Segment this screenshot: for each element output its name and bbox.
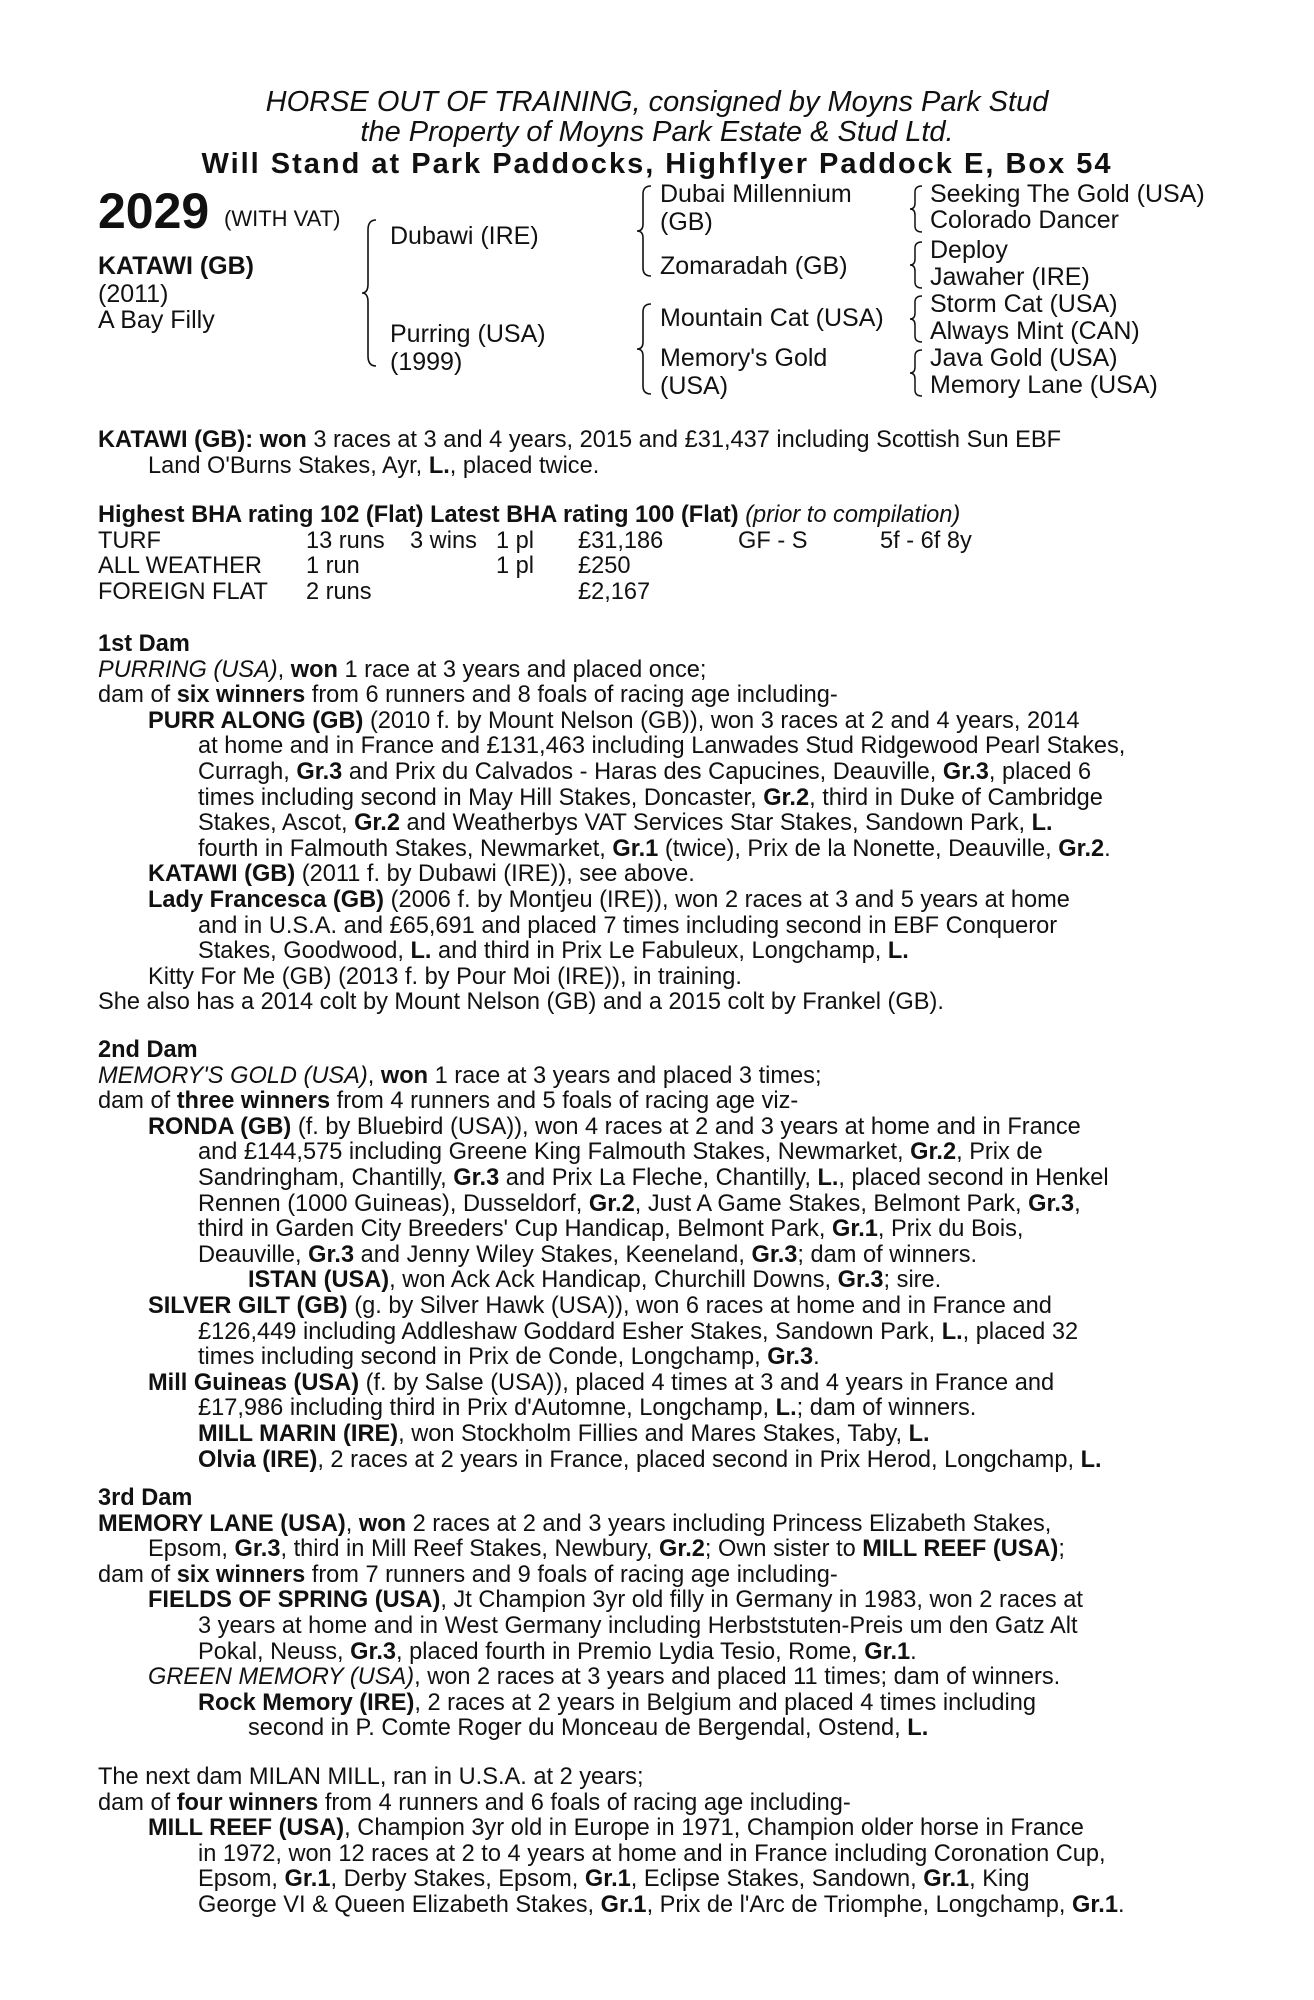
rating-heading: Highest BHA rating 102 (Flat) Latest BHA rating 100 (Flat) — [98, 502, 739, 528]
pedigree-brace-ds — [908, 294, 926, 344]
lady-francesca-entry: Lady Francesca (GB) (2006 f. by Montjeu (IRE)), won 2 races at 3 and 5 years at home — [148, 886, 1070, 913]
pedigree-sss: Seeking The Gold (USA) — [930, 180, 1205, 208]
mill-marin-entry: MILL MARIN (IRE), won Stockholm Fillies and Mares Stakes, Taby, L. — [198, 1420, 930, 1447]
pedigree-sds: Deploy — [930, 236, 1008, 264]
horse-year: (2011) — [98, 280, 169, 308]
summary-horse-name: KATAWI (GB) — [98, 427, 246, 453]
lot-number: 2029 — [98, 183, 210, 239]
pedigree-dam: Purring (USA) — [390, 320, 546, 348]
rating-cell-wins: 3 wins — [410, 527, 477, 554]
rating-row — [98, 580, 1208, 606]
olvia-entry: Olvia (IRE), 2 races at 2 years in France, placed second in Prix Herod, Longchamp, L. — [198, 1446, 1102, 1473]
property-line: the Property of Moyns Park Estate & Stud Ltd. — [360, 116, 954, 148]
pedigree-brace-dam — [635, 302, 655, 396]
race-summary: KATAWI (GB): won 3 races at 3 and 4 years, 2015 and £31,437 including Scottish Sun EBF Land O'Burns Stakes, Ayr, L., placed twice. — [98, 427, 1062, 479]
rating-row — [98, 529, 1208, 555]
pedigree-dsd: Always Mint (CAN) — [930, 317, 1140, 345]
consignor-line: HORSE OUT OF TRAINING, consigned by Moyns Park Stud — [265, 86, 1049, 118]
istan-entry: ISTAN (USA), won Ack Ack Handicap, Churchill Downs, Gr.3; sire. — [248, 1267, 942, 1294]
rating-cell-label: FOREIGN FLAT — [98, 578, 268, 605]
fields-of-spring-entry: FIELDS OF SPRING (USA), Jt Champion 3yr old filly in Germany in 1983, won 2 races at — [148, 1587, 1083, 1614]
rating-row — [98, 554, 1208, 580]
rating-cell-amount: £250 — [578, 553, 631, 580]
pedigree-dam-year: (1999) — [390, 348, 463, 376]
next-dam-section: The next dam MILAN MILL, ran in U.S.A. at 2 years; dam of four winners from 4 runners and 6 foals of racing age including- MILL REEF (USA), Champion 3yr old in Europe in 1971, Champion older horse in France in 1972, won 12 races at 2 to 4 years at home and in France including Coronation Cup, Epsom, Gr.1, Derby Stakes, Epsom, Gr.1, Eclipse Stakes, Sandown, Gr.1, King George VI & Queen Elizabeth Stakes, Gr.1, Prix de l'Arc de Triomphe, Longchamp, Gr.1. — [98, 1765, 1208, 1919]
pedigree-dss: Storm Cat (USA) — [930, 290, 1118, 318]
also-note: She also has a 2014 colt by Mount Nelson (GB) and a 2015 colt by Frankel (GB). — [98, 989, 944, 1016]
rating-cell-amount: £2,167 — [578, 578, 651, 605]
pedigree-dds: Java Gold (USA) — [930, 344, 1118, 372]
rating-block — [98, 503, 1208, 605]
rock-memory-entry: Rock Memory (IRE), 2 races at 2 years in Belgium and placed 4 times including — [198, 1689, 1036, 1716]
ronda-entry: RONDA (GB) (f. by Bluebird (USA)), won 4 races at 2 and 3 years at home and in France — [148, 1113, 1081, 1140]
silver-gilt-entry: SILVER GILT (GB) (g. by Silver Hawk (USA)), won 6 races at home and in France and — [148, 1292, 1052, 1319]
pedigree-sdd: Jawaher (IRE) — [930, 263, 1090, 291]
rating-cell-going: GF - S — [738, 527, 808, 554]
first-dam-section: 1st Dam PURRING (USA), won 1 race at 3 years and placed once; dam of six winners from 6 runners and 8 foals of racing age including- PURR ALONG (GB) (2010 f. by Mount Nelson (GB)), won 3 races at 2 and 4 years, 2014 at home and in France and £131,463 including Lanwades Stud Ridgewood Pearl Stakes, Curragh, Gr.3 and Prix du Calvados - Haras des Capucines, Deauville, Gr.3, placed 6 times including second in May Hill Stakes, Doncaster, Gr.2, third in Duke of Cambridge Stakes, Ascot, Gr.2 and Weatherbys VAT Services Star Stakes, Sandown Park, L. fourth in Falmouth Stakes, Newmarket, Gr.1 (twice), Prix de la Nonette, Deauville, Gr.2. KATAWI (GB) (2011 f. by Dubawi (IRE)), see above. Lady Francesca (GB) (2006 f. by Montjeu (IRE)), won 2 races at 3 and 5 years at home and in U.S.A. and £65,691 and placed 7 times including second in EBF Conqueror Stakes, Goodwood, L. and third in Prix Le Fabuleux, Longchamp, L. Kitty For Me (GB) (2013 f. by Pour Moi (IRE)), in training. She also has a 2014 colt by Mount Nelson (GB) and a 2015 colt by Frankel (GB). — [98, 632, 1208, 1016]
vat-note: (WITH VAT) — [224, 206, 341, 231]
summary-won: won — [259, 427, 307, 453]
pedigree-sire-sire: Dubai Millennium — [660, 180, 852, 208]
katawi-entry: KATAWI (GB) (2011 f. by Dubawi (IRE)), see above. — [148, 861, 695, 888]
rating-cell-runs: 2 runs — [306, 578, 372, 605]
rating-cell-runs: 1 run — [306, 553, 360, 580]
rating-cell-pl: 1 pl — [496, 527, 535, 554]
second-dam-section: 2nd Dam MEMORY'S GOLD (USA), won 1 race at 3 years and placed 3 times; dam of three winners from 4 runners and 5 foals of racing age viz- RONDA (GB) (f. by Bluebird (USA)), won 4 races at 2 and 3 years at home and in France and £144,575 including Greene King Falmouth Stakes, Newmarket, Gr.2, Prix de Sandringham, Chantilly, Gr.3 and Prix La Fleche, Chantilly, L., placed second in Henkel Rennen (1000 Guineas), Dusseldorf, Gr.2, Just A Game Stakes, Belmont Park, Gr.3, third in Garden City Breeders' Cup Handicap, Belmont Park, Gr.1, Prix du Bois, Deauville, Gr.3 and Jenny Wiley Stakes, Keeneland, Gr.3; dam of winners. ISTAN (USA), won Ack Ack Handicap, Churchill Downs, Gr.3; sire. SILVER GILT (GB) (g. by Silver Hawk (USA)), won 6 races at home and in France and £126,449 including Addleshaw Goddard Esher Stakes, Sandown Park, L., placed 32 times including second in Prix de Conde, Longchamp, Gr.3. Mill Guineas (USA) (f. by Salse (USA)), placed 4 times at 3 and 4 years in France and £17,986 including third in Prix d'Automne, Longchamp, L.; dam of winners. MILL MARIN (IRE), won Stockholm Fillies and Mares Stakes, Taby, L. Olvia (IRE), 2 races at 2 years in France, placed second in Prix Herod, Longchamp, L. — [98, 1038, 1208, 1473]
pedigree-brace-ss — [908, 184, 926, 234]
second-dam-heading: 2nd Dam — [98, 1037, 198, 1063]
purr-along-entry: PURR ALONG (GB) (2010 f. by Mount Nelson (GB)), won 3 races at 2 and 4 years, 2014 — [148, 707, 1080, 734]
rating-cell-runs: 13 runs — [306, 527, 385, 554]
rating-cell-amount: £31,186 — [578, 527, 664, 554]
kitty-entry: Kitty For Me (GB) (2013 f. by Pour Moi (IRE)), in training. — [148, 963, 742, 990]
rating-cell-dist: 5f - 6f 8y — [880, 527, 972, 554]
rating-cell-label: ALL WEATHER — [98, 553, 262, 580]
pedigree-brace-gen1 — [360, 218, 380, 368]
stabling-line: Will Stand at Park Paddocks, Highflyer Paddock E, Box 54 — [201, 148, 1113, 180]
rating-cell-pl: 1 pl — [496, 553, 535, 580]
third-dam-section: 3rd Dam MEMORY LANE (USA), won 2 races at 2 and 3 years including Princess Elizabeth Stakes, Epsom, Gr.3, third in Mill Reef Stakes, Newbury, Gr.2; Own sister to MILL REEF (USA); dam of six winners from 7 runners and 9 foals of racing age including- FIELDS OF SPRING (USA), Jt Champion 3yr old filly in Germany in 1983, won 2 races at 3 years at home and in West Germany including Herbststuten-Preis um den Gatz Alt Pokal, Neuss, Gr.3, placed fourth in Premio Lydia Tesio, Rome, Gr.1. GREEN MEMORY (USA), won 2 races at 3 years and placed 11 times; dam of winners. Rock Memory (IRE), 2 races at 2 years in Belgium and placed 4 times including second in P. Comte Roger du Monceau de Bergendal, Ostend, L. — [98, 1486, 1208, 1742]
pedigree-brace-sd — [908, 240, 926, 290]
pedigree-dam-dam-2: (USA) — [660, 372, 729, 400]
pedigree-ddd: Memory Lane (USA) — [930, 371, 1158, 399]
pedigree-dam-sire: Mountain Cat (USA) — [660, 304, 884, 332]
third-dam-heading: 3rd Dam — [98, 1485, 193, 1511]
mill-reef-entry: MILL REEF (USA), Champion 3yr old in Europe in 1971, Champion older horse in France — [148, 1815, 1084, 1842]
green-memory-entry: GREEN MEMORY (USA), won 2 races at 3 years and placed 11 times; dam of winners. — [148, 1664, 1061, 1691]
rating-note: (prior to compilation) — [745, 502, 961, 528]
pedigree-sire-sire-2: (GB) — [660, 208, 713, 236]
pedigree-ssd: Colorado Dancer — [930, 206, 1119, 234]
rating-cell-label: TURF — [98, 527, 161, 554]
mill-guineas-entry: Mill Guineas (USA) (f. by Salse (USA)), placed 4 times at 3 and 4 years in France and — [148, 1369, 1055, 1396]
pedigree-sire-dam: Zomaradah (GB) — [660, 252, 848, 280]
horse-name: KATAWI (GB) — [98, 252, 254, 280]
pedigree-dam-dam: Memory's Gold — [660, 344, 828, 372]
pedigree-sire: Dubawi (IRE) — [390, 222, 539, 250]
first-dam-heading: 1st Dam — [98, 631, 190, 657]
pedigree-brace-sire — [635, 184, 655, 278]
horse-description: A Bay Filly — [98, 306, 215, 334]
pedigree-brace-dd — [908, 348, 926, 398]
